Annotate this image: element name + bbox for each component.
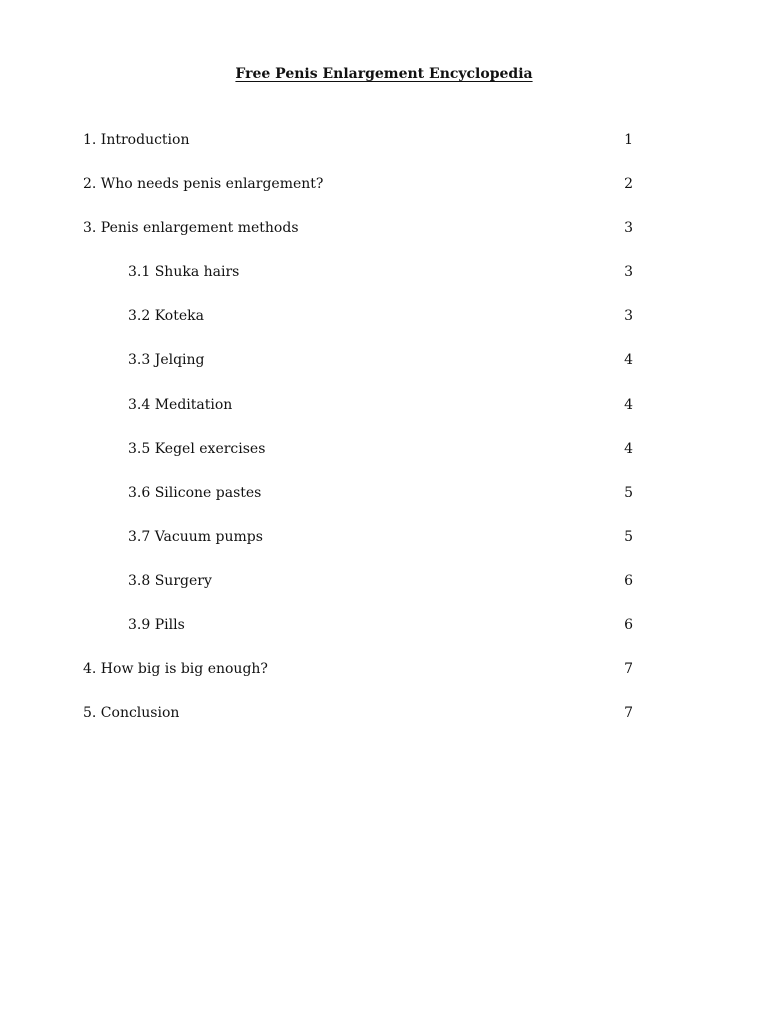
toc-entry-label: 3.5 Kegel exercises: [128, 440, 266, 457]
toc-entry-page: 4: [624, 352, 633, 369]
toc-subentry: [83, 395, 635, 439]
toc-entry-label: 3.2 Koteka: [128, 308, 204, 325]
toc-subentry: [83, 571, 635, 615]
toc-entry-label: 3. Penis enlargement methods: [83, 220, 299, 237]
toc-entry-label: 3.1 Shuka hairs: [128, 264, 240, 281]
toc-entry-label: 3.9 Pills: [128, 617, 185, 634]
toc-entry-label: 2. Who needs penis enlargement?: [83, 176, 324, 193]
toc-entry-page: 4: [624, 396, 633, 413]
toc-subentry: [83, 527, 635, 571]
toc-subentry: [83, 615, 635, 659]
toc-entry-page: 3: [624, 308, 633, 325]
toc-entry-page: 7: [624, 661, 633, 678]
toc-subentry: [83, 306, 635, 350]
toc-entry-label: 3.6 Silicone pastes: [128, 484, 262, 501]
toc-entry-page: 6: [624, 617, 633, 634]
toc-entry: [83, 130, 635, 174]
toc-subentry: [83, 262, 635, 306]
toc-entry-page: 2: [624, 176, 633, 193]
table-of-contents: [83, 130, 635, 747]
toc-subentry: [83, 439, 635, 483]
toc-entry: [83, 218, 635, 262]
toc-entry-page: 5: [624, 528, 633, 545]
toc-entry-label: 3.7 Vacuum pumps: [128, 528, 263, 545]
toc-entry-page: 3: [624, 220, 633, 237]
toc-entry-label: 5. Conclusion: [83, 705, 180, 722]
toc-subentry: [83, 350, 635, 394]
toc-entry-page: 7: [624, 705, 633, 722]
toc-entry: [83, 703, 635, 747]
document-title: Free Penis Enlargement Encyclopedia: [235, 66, 533, 82]
toc-entry-label: 3.8 Surgery: [128, 572, 212, 589]
toc-entry-label: 3.3 Jelqing: [128, 352, 205, 369]
toc-entry-page: 4: [624, 440, 633, 457]
toc-entry-label: 3.4 Meditation: [128, 396, 233, 413]
toc-entry-label: 1. Introduction: [83, 132, 190, 148]
toc-entry-page: 6: [624, 572, 633, 589]
toc-subentry: [83, 483, 635, 527]
toc-entry-label: 4. How big is big enough?: [83, 661, 268, 678]
toc-entry-page: 5: [624, 484, 633, 501]
toc-entry: [83, 659, 635, 703]
toc-entry-page: 3: [624, 264, 633, 281]
toc-entry: [83, 174, 635, 218]
toc-entry-page: 1: [624, 132, 633, 148]
